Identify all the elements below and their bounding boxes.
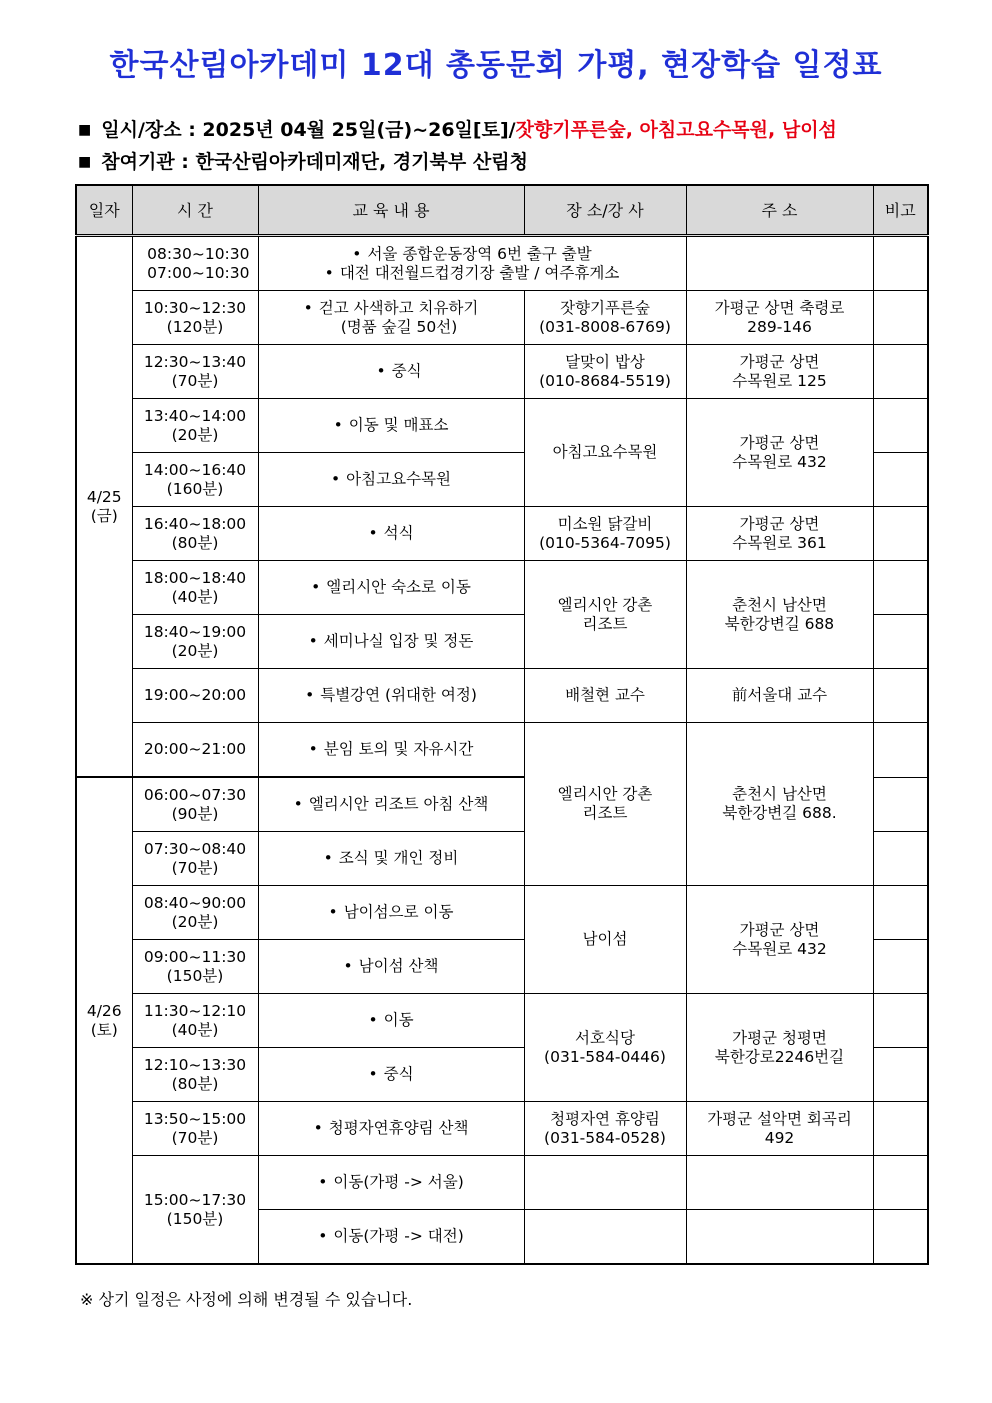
table-row [76,994,928,1048]
table-row [76,507,928,561]
address-cell: 춘천시 남산면 북한강변길 688 [686,561,873,669]
content-cell: • 특별강연 (위대한 여정) [258,669,524,723]
table-row [76,561,928,615]
place-cell: 엘리시안 강촌 리조트 [524,561,686,669]
time-cell: 10:30~12:30 (120분) [132,291,258,345]
bullet-icon: • [324,263,334,282]
info-org-label: 참여기관 : 한국산림아카데미재단, 경기북부 산림청 [101,151,528,173]
content-cell: • 청평자연휴양림 산책 [258,1102,524,1156]
content-cell: • 남이섬으로 이동 [258,886,524,940]
header-date: 일자 [76,185,132,236]
time-cell: 14:00~16:40 (160분) [132,453,258,507]
bullet-icon: • [303,298,313,317]
note-cell [873,1048,928,1102]
address-cell: 가평군 설악면 회곡리 492 [686,1102,873,1156]
content-cell: • 이동(가평 -> 서울) [258,1156,524,1210]
address-cell: 가평군 청평면 북한강로2246번길 [686,994,873,1102]
address-cell [686,236,873,291]
day-date: 4/26 [86,1001,122,1020]
note-cell [873,236,928,291]
content-cell: • 석식 [258,507,524,561]
note-cell [873,453,928,507]
address-cell [686,1210,873,1265]
day-dow: (금) [90,506,118,525]
info-date-label: 일시/장소 : 2025년 04월 25일(금)~26일[토]/ [101,119,516,141]
content-cell: • 아침고요수목원 [258,453,524,507]
content-cell: • 분임 토의 및 자유시간 [258,723,524,778]
content-cell: • 엘리시안 리조트 아침 산책 [258,777,524,832]
bullet-icon: • [308,632,318,650]
bullet-icon: • [313,1119,323,1137]
bullet-icon: • [333,416,343,434]
note-cell [873,399,928,453]
day-cell [76,777,132,1264]
table-row [76,291,928,345]
place-cell: 미소원 닭갈비 (010-5364-7095) [524,507,686,561]
time-cell: 07:30~08:40 (70분) [132,832,258,886]
place-cell [524,1210,686,1265]
note-cell [873,345,928,399]
note-cell [873,777,928,832]
content-cell: • 이동(가평 -> 대전) [258,1210,524,1265]
table-row [76,1156,928,1210]
place-cell: 청평자연 휴양림 (031-584-0528) [524,1102,686,1156]
note-cell [873,723,928,778]
header-note: 비고 [873,185,928,236]
time-cell: 13:40~14:00 (20분) [132,399,258,453]
content-cell: • 조식 및 개인 정비 [258,832,524,886]
info-places: 잣향기푸른숲, 아침고요수목원, 남이섬 [515,119,837,141]
time-cell: 15:00~17:30 (150분) [132,1156,258,1265]
time-cell: 06:00~07:30 (90분) [132,777,258,832]
place-cell: 아침고요수목원 [524,399,686,507]
address-cell: 가평군 상면 축령로 289-146 [686,291,873,345]
note-cell [873,832,928,886]
content-cell: • 서울 종합운동장역 6번 출구 출발 • 대전 대전월드컵경기장 출발 / 여주휴게소 [258,236,686,291]
content-cell: • 중식 [258,1048,524,1102]
bullet-icon: • [311,578,321,596]
time-cell: 13:50~15:00 (70분) [132,1102,258,1156]
bullet-icon: • [318,1227,328,1245]
address-cell: 춘천시 남산면 북한강변길 688. [686,723,873,886]
bullet-icon: • [308,740,318,758]
square-bullet-icon: ■ [78,122,92,138]
address-cell: 가평군 상면 수목원로 361 [686,507,873,561]
bullet-icon: • [328,903,338,921]
table-row [76,723,928,778]
page-title: 한국산림아카데미 12대 총동문회 가평, 현장학습 일정표 [109,48,883,83]
note-cell [873,1210,928,1265]
time-cell: 12:30~13:40 (70분) [132,345,258,399]
place-cell: 달맞이 밥상 (010-8684-5519) [524,345,686,399]
bullet-icon: • [331,470,341,488]
content-cell: • 걷고 사색하고 치유하기 (명품 숲길 50선) [258,291,524,345]
time-cell: 19:00~20:00 [132,669,258,723]
day-cell [76,236,132,778]
bullet-icon: • [368,1065,378,1083]
header-row [76,185,928,236]
time-cell: 18:40~19:00 (20분) [132,615,258,669]
bullet-icon: • [305,686,315,704]
time-cell: 18:00~18:40 (40분) [132,561,258,615]
note-cell [873,615,928,669]
note-cell [873,507,928,561]
time-cell: 20:00~21:00 [132,723,258,778]
place-cell: 서호식당 (031-584-0446) [524,994,686,1102]
place-cell: 잣향기푸른숲 (031-8008-6769) [524,291,686,345]
header-time: 시 간 [132,185,258,236]
note-cell [873,1102,928,1156]
note-cell [873,1156,928,1210]
content-cell: • 엘리시안 숙소로 이동 [258,561,524,615]
time-cell: 09:00~11:30 (150분) [132,940,258,994]
table-row [76,236,928,291]
time-cell: 08:30~10:30 07:00~10:30 [132,236,258,291]
address-cell: 가평군 상면 수목원로 432 [686,399,873,507]
bullet-icon: • [368,524,378,542]
address-cell: 가평군 상면 수목원로 432 [686,886,873,994]
note-cell [873,669,928,723]
place-cell: 엘리시안 강촌 리조트 [524,723,686,886]
info-participants [78,147,528,174]
content-cell: • 이동 [258,994,524,1048]
content-cell: • 이동 및 매표소 [258,399,524,453]
note-cell [873,940,928,994]
footnote: ※ 상기 일정은 사정에 의해 변경될 수 있습니다. [80,1290,413,1309]
header-address: 주 소 [686,185,873,236]
bullet-icon: • [343,957,353,975]
header-place: 장 소/강 사 [524,185,686,236]
bullet-icon: • [318,1173,328,1191]
time-cell: 16:40~18:00 (80분) [132,507,258,561]
content-cell: • 중식 [258,345,524,399]
schedule-table [75,184,929,1265]
time-cell: 12:10~13:30 (80분) [132,1048,258,1102]
content-cell: • 남이섬 산책 [258,940,524,994]
address-cell: 가평군 상면 수목원로 125 [686,345,873,399]
table-row [76,1102,928,1156]
note-cell [873,561,928,615]
place-cell: 배철현 교수 [524,669,686,723]
info-schedule-place [78,115,837,142]
place-cell [524,1156,686,1210]
note-cell [873,291,928,345]
table-row [76,886,928,940]
square-bullet-icon: ■ [78,154,92,170]
time-cell: 08:40~90:00 (20분) [132,886,258,940]
day-date: 4/25 [86,487,122,506]
note-cell [873,994,928,1048]
table-row [76,345,928,399]
table-row [76,669,928,723]
bullet-icon: • [352,244,362,263]
note-cell [873,886,928,940]
content-cell: • 세미나실 입장 및 정돈 [258,615,524,669]
address-cell: 前서울대 교수 [686,669,873,723]
header-content: 교 육 내 용 [258,185,524,236]
bullet-icon: • [293,795,303,813]
bullet-icon: • [376,362,386,380]
day-dow: (토) [90,1020,118,1039]
address-cell [686,1156,873,1210]
bullet-icon: • [368,1011,378,1029]
table-row [76,399,928,453]
place-cell: 남이섬 [524,886,686,994]
bullet-icon: • [323,849,333,867]
time-cell: 11:30~12:10 (40분) [132,994,258,1048]
